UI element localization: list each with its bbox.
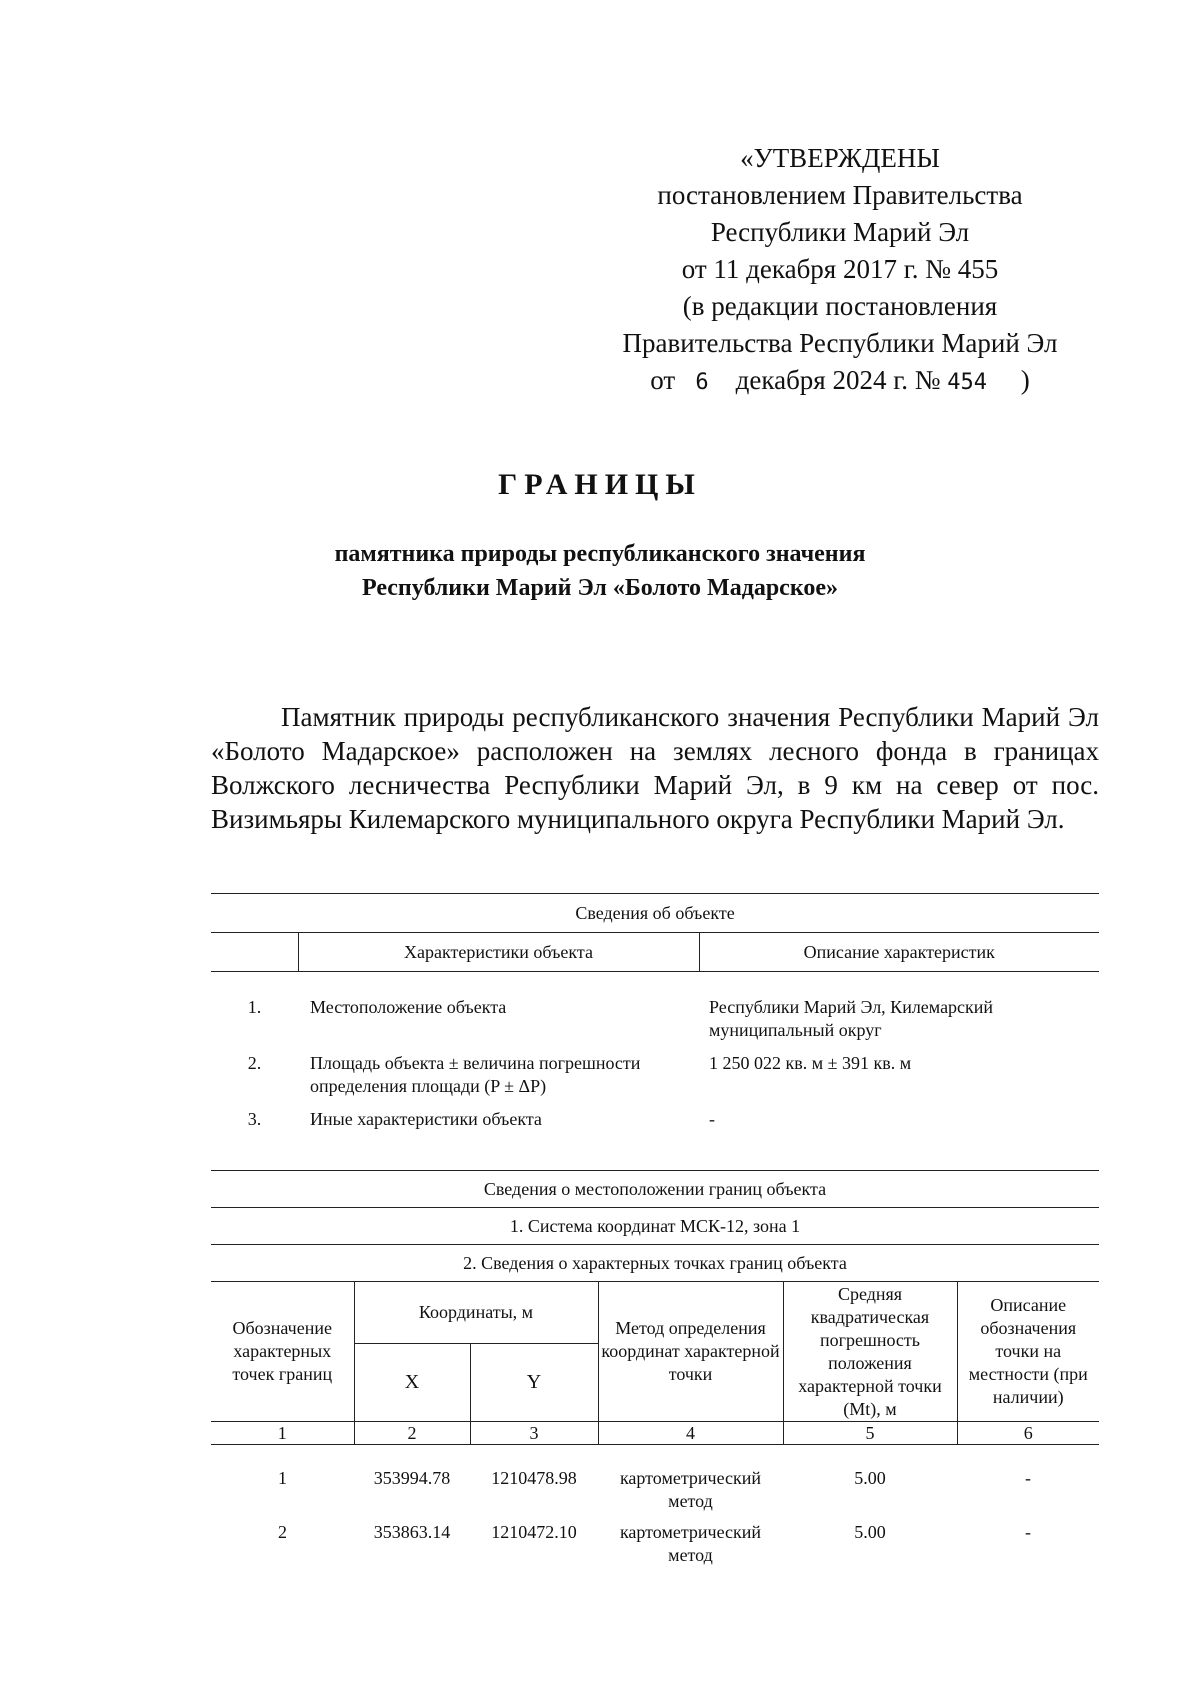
approval-stamp: [560, 140, 1120, 401]
header-x: X: [354, 1344, 470, 1422]
header-description: Описание обозначения точки на местности (при наличии): [957, 1282, 1099, 1422]
method: картометрический метод: [619, 1468, 762, 1511]
coord-y: 1210472.10: [491, 1522, 577, 1542]
approval-line: «УТВЕРЖДЕНЫ: [740, 143, 940, 173]
header-point: Обозначение характерных точек границ: [211, 1282, 354, 1422]
column-number-row: [211, 1422, 1099, 1445]
document-subtitle: [0, 537, 1200, 605]
row-name: Иные характеристики объекта: [310, 1109, 542, 1129]
table-row: [211, 1459, 1099, 1513]
amendment-day: 6: [695, 370, 709, 395]
column-number: 3: [470, 1422, 598, 1445]
row-value: 1 250 022 кв. м ± 391 кв. м: [709, 1053, 912, 1073]
amendment-prefix: от: [650, 365, 676, 395]
column-number: 4: [598, 1422, 783, 1445]
coord-x: 353994.78: [373, 1468, 451, 1488]
amendment-mid: декабря 2024 г. №: [735, 365, 941, 395]
row-number: 2.: [247, 1053, 262, 1073]
subtitle-line: Республики Марий Эл «Болото Мадарское»: [361, 575, 838, 601]
boundary-caption: Сведения о местоположении границ объекта: [211, 1171, 1099, 1208]
header-coords: Координаты, м: [354, 1282, 598, 1344]
boundary-table: [211, 1170, 1099, 1567]
point-description: -: [1025, 1468, 1031, 1488]
header-y: Y: [470, 1344, 598, 1422]
document-title: ГРАНИЦЫ: [498, 468, 702, 501]
point-id: 1: [278, 1468, 287, 1488]
approval-line: Правительства Республики Марий Эл: [622, 328, 1058, 358]
table-row: [211, 1108, 1099, 1141]
approval-line: от 11 декабря 2017 г. № 455: [681, 254, 999, 284]
row-number: 1.: [247, 997, 262, 1017]
row-number: 3.: [247, 1109, 262, 1129]
table-row: [211, 1052, 1099, 1108]
intro-text: Памятник природы республиканского значения Республики Марий Эл «Болото Мадарское» расположен на землях лесного фонда в границах Волжского лесничества Республики Марий Эл, в 9 км на север от пос. Визимьяры Килемарского муниципального округа Республики Марий Эл.: [211, 702, 1099, 834]
error: 5.00: [854, 1468, 886, 1488]
approval-line: Республики Марий Эл: [710, 217, 970, 247]
subtitle-line: памятника природы республиканского значения: [334, 541, 866, 567]
table-row: [211, 996, 1099, 1052]
amendment-date-line: [560, 362, 1120, 401]
point-description: -: [1025, 1522, 1031, 1542]
header-error: Средняя квадратическая погрешность положения характерной точки (Mt), м: [783, 1282, 957, 1422]
row-value: -: [709, 1109, 715, 1129]
row-value: Республики Марий Эл, Килемарский муниципальный округ: [709, 997, 994, 1040]
column-number: 2: [354, 1422, 470, 1445]
method: картометрический метод: [619, 1522, 762, 1565]
column-number: 6: [957, 1422, 1099, 1445]
amendment-number: 454: [947, 370, 988, 395]
row-name: Площадь объекта ± величина погрешности определения площади (P ± ΔP): [310, 1053, 641, 1096]
amendment-suffix: ): [1020, 365, 1030, 395]
col-characteristics: Характеристики объекта: [298, 933, 699, 972]
coordinate-system: 1. Система координат МСК-12, зона 1: [211, 1208, 1099, 1245]
point-id: 2: [278, 1522, 287, 1542]
header-method: Метод определения координат характерной точки: [598, 1282, 783, 1422]
points-section: 2. Сведения о характерных точках границ объекта: [211, 1245, 1099, 1282]
coord-x: 353863.14: [373, 1522, 451, 1542]
intro-paragraph: [211, 700, 1099, 836]
col-description: Описание характеристик: [699, 933, 1099, 972]
column-number: 1: [211, 1422, 354, 1445]
error: 5.00: [854, 1522, 886, 1542]
object-info-caption: Сведения об объекте: [211, 894, 1099, 933]
approval-line: постановлением Правительства: [657, 180, 1023, 210]
row-name: Местоположение объекта: [310, 997, 507, 1017]
coord-y: 1210478.98: [491, 1468, 577, 1488]
column-number: 5: [783, 1422, 957, 1445]
object-info-table: [211, 893, 1099, 1141]
approval-line: (в редакции постановления: [682, 291, 998, 321]
table-row: [211, 1513, 1099, 1567]
